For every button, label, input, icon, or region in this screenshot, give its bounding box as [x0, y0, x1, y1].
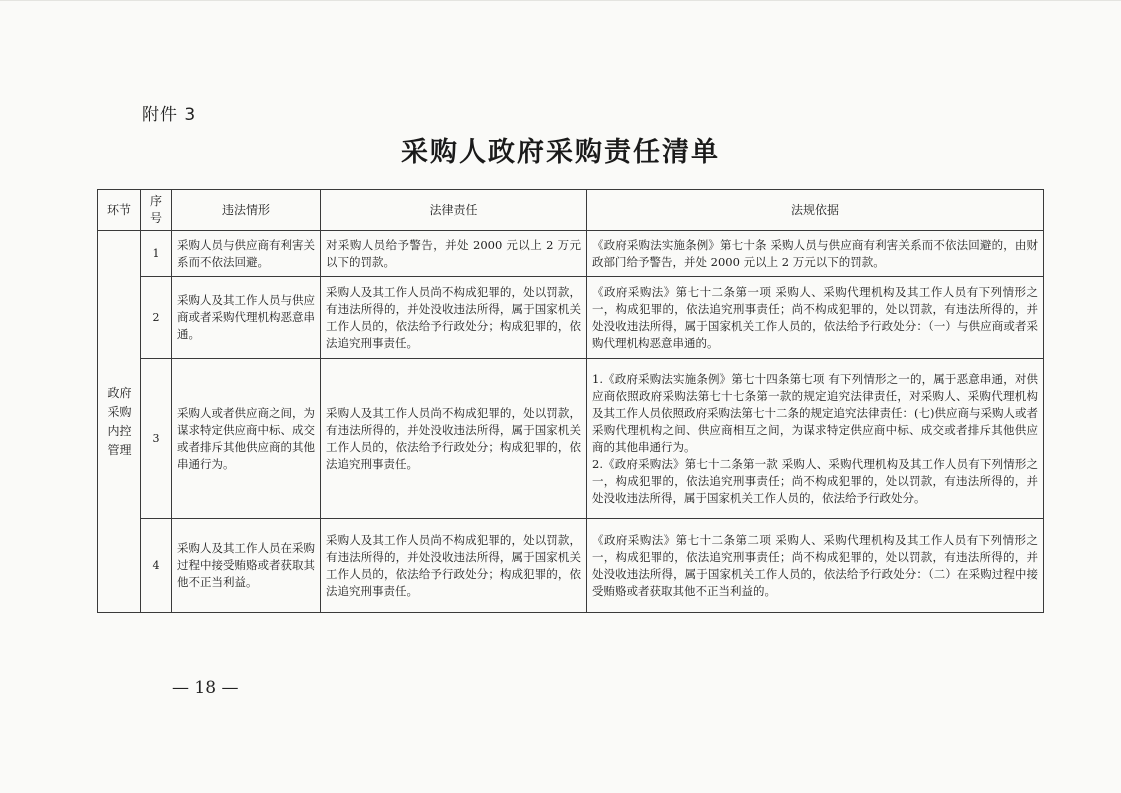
responsibility-table	[97, 189, 1044, 613]
basis-cell	[587, 231, 1044, 277]
seq-cell: 3	[141, 359, 172, 519]
liability-cell: 采购人及其工作人员尚不构成犯罪的，处以罚款，有违法所得的，并处没收违法所得，属于国家机关工作人员的，依法给予行政处分；构成犯罪的，依法追究刑事责任。	[321, 277, 587, 359]
basis-cell	[587, 277, 1044, 359]
table-header-row	[98, 190, 1044, 231]
basis-paragraph: 《政府采购法》第七十二条第二项 采购人、采购代理机构及其工作人员有下列情形之一，构成犯罪的，依法追究刑事责任；尚不构成犯罪的，处以罚款，有违法所得的，并处没收违法所得，属于国家机关工作人员的，依法给予行政处分：（二）在采购过程中接受贿赂或者获取其他不正当利益的。	[592, 532, 1038, 598]
violation-cell: 采购人或者供应商之间，为谋求特定供应商中标、成交或者排斥其他供应商的其他串通行为。	[172, 359, 321, 519]
table-row	[98, 359, 1044, 519]
stage-name: 政府采购内控管理	[107, 385, 132, 457]
seq-cell: 2	[141, 277, 172, 359]
table-row	[98, 519, 1044, 613]
violation-cell: 采购人及其工作人员在采购过程中接受贿赂或者获取其他不正当利益。	[172, 519, 321, 613]
header-basis: 法规依据	[587, 190, 1044, 231]
table-row	[98, 231, 1044, 277]
basis-cell	[587, 359, 1044, 519]
document-title: 采购人政府采购责任清单	[401, 137, 720, 168]
basis-cell	[587, 519, 1044, 613]
header-liability: 法律责任	[321, 190, 587, 231]
liability-cell: 采购人及其工作人员尚不构成犯罪的，处以罚款，有违法所得的，并处没收违法所得，属于国家机关工作人员的，依法给予行政处分；构成犯罪的，依法追究刑事责任。	[321, 359, 587, 519]
basis-paragraph: 《政府采购法》第七十二条第一项 采购人、采购代理机构及其工作人员有下列情形之一，构成犯罪的，依法追究刑事责任；尚不构成犯罪的，处以罚款，有违法所得的，并处没收违法所得，属于国家机关工作人员的，依法给予行政处分：（一）与供应商或者采购代理机构恶意串通的。	[592, 284, 1038, 350]
header-stage: 环节	[98, 190, 141, 231]
header-violation: 违法情形	[172, 190, 321, 231]
table-row	[98, 277, 1044, 359]
basis-paragraph: 2.《政府采购法》第七十二条第一款 采购人、采购代理机构及其工作人员有下列情形之一，构成犯罪的，依法追究刑事责任；尚不构成犯罪的，处以罚款，有违法所得的，并处没收违法所得，属于国家机关工作人员的，依法给予行政处分。	[592, 456, 1038, 505]
stage-cell	[98, 231, 141, 613]
liability-cell: 采购人及其工作人员尚不构成犯罪的，处以罚款，有违法所得的，并处没收违法所得，属于国家机关工作人员的，依法给予行政处分；构成犯罪的，依法追究刑事责任。	[321, 519, 587, 613]
violation-cell: 采购人员与供应商有利害关系而不依法回避。	[172, 231, 321, 277]
liability-cell: 对采购人员给予警告，并处 2000 元以上 2 万元以下的罚款。	[321, 231, 587, 277]
page-number: — 18 —	[172, 678, 239, 698]
attachment-label: 附件 3	[142, 105, 197, 125]
violation-cell: 采购人及其工作人员与供应商或者采购代理机构恶意串通。	[172, 277, 321, 359]
basis-paragraph: 1.《政府采购法实施条例》第七十四条第七项 有下列情形之一的，属于恶意串通，对供应商依照政府采购法第七十七条第一款的规定追究法律责任，对采购人、采购代理机构及其工作人员依照政府采购法第七十二条的规定追究法律责任：(七)供应商与采购人或者采购代理机构之间、供应商相互之间，为谋求特定供应商中标、成交或者排斥其他供应商的其他串通行为。	[592, 371, 1038, 454]
header-seq: 序号	[141, 190, 172, 231]
basis-paragraph: 《政府采购法实施条例》第七十条 采购人员与供应商有利害关系而不依法回避的，由财政部门给予警告，并处 2000 元以上 2 万元以下的罚款。	[592, 237, 1038, 269]
seq-cell: 1	[141, 231, 172, 277]
seq-cell: 4	[141, 519, 172, 613]
